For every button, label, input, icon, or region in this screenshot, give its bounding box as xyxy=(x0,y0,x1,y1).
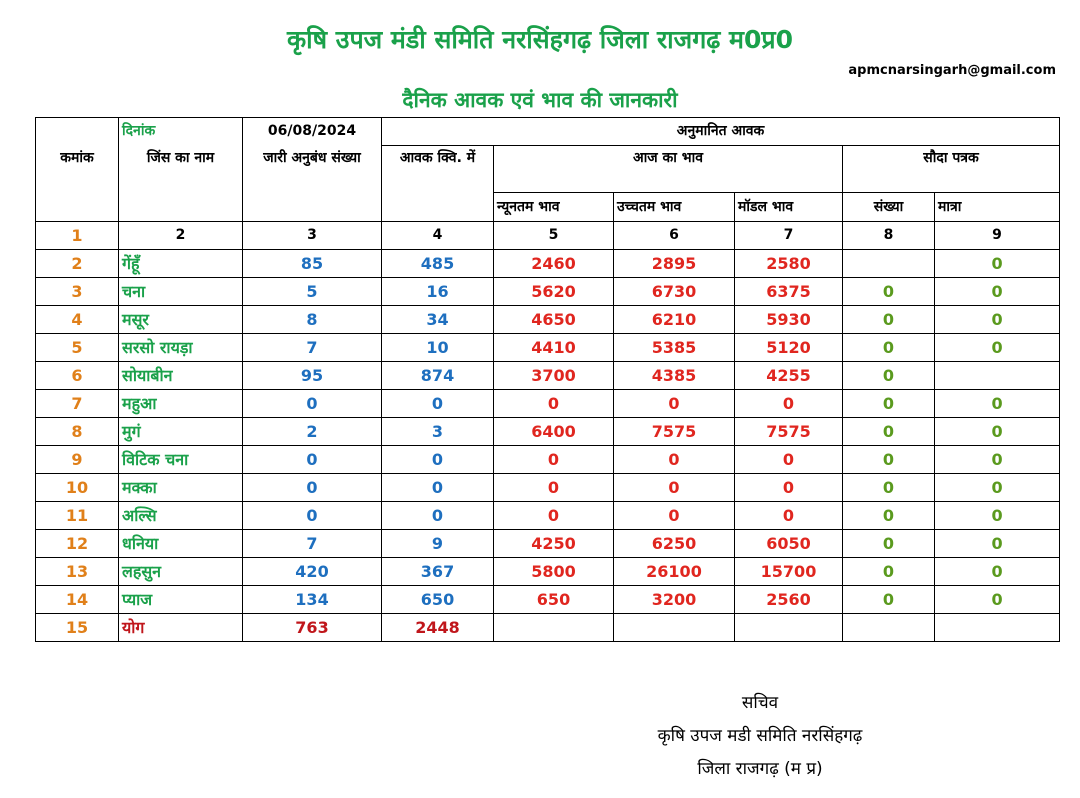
deal-qty-cell: 0 xyxy=(935,530,1060,558)
total-empty-cell xyxy=(614,614,735,642)
min-price-cell: 6400 xyxy=(494,418,614,446)
col-count-header: संख्या xyxy=(843,193,935,222)
deal-count-cell: 0 xyxy=(843,390,935,418)
arrival-cell: 9 xyxy=(382,530,494,558)
arrival-cell: 0 xyxy=(382,502,494,530)
commodity-cell: गेंहूँ xyxy=(119,250,243,278)
deal-count-cell: 0 xyxy=(843,530,935,558)
min-price-cell: 0 xyxy=(494,474,614,502)
agreements-cell: 7 xyxy=(243,530,382,558)
deal-count-cell: 0 xyxy=(843,446,935,474)
agreements-cell: 5 xyxy=(243,278,382,306)
deal-count-cell: 0 xyxy=(843,306,935,334)
deal-qty-cell xyxy=(935,362,1060,390)
modal-price-cell: 6050 xyxy=(735,530,843,558)
col-min-header: न्यूनतम भाव xyxy=(494,193,614,222)
deal-qty-cell: 0 xyxy=(935,474,1060,502)
min-price-cell: 4650 xyxy=(494,306,614,334)
page-subtitle: दैनिक आवक एवं भाव की जानकारी xyxy=(402,88,678,112)
serial-cell: 2 xyxy=(36,250,119,278)
table-row xyxy=(36,446,1060,474)
modal-price-cell: 5930 xyxy=(735,306,843,334)
serial-cell: 14 xyxy=(36,586,119,614)
index-cell: 6 xyxy=(614,222,735,250)
agreements-cell: 420 xyxy=(243,558,382,586)
header-row-columns xyxy=(36,146,1060,193)
index-cell: 4 xyxy=(382,222,494,250)
signature-organization: कृषि उपज मडी समिति नरसिंहगढ़ xyxy=(657,726,863,746)
modal-price-cell: 0 xyxy=(735,446,843,474)
serial-cell: 7 xyxy=(36,390,119,418)
commodity-cell: सरसो रायड़ा xyxy=(119,334,243,362)
deal-count-cell: 0 xyxy=(843,558,935,586)
serial-cell: 9 xyxy=(36,446,119,474)
min-price-cell: 0 xyxy=(494,502,614,530)
col-agreements-header: जारी अनुबंध संख्या xyxy=(243,146,382,222)
serial-cell: 10 xyxy=(36,474,119,502)
header-cell-empty xyxy=(36,118,119,146)
commodity-cell: मसूर xyxy=(119,306,243,334)
max-price-cell: 6250 xyxy=(614,530,735,558)
index-cell: 8 xyxy=(843,222,935,250)
signature-district: जिला राजगढ़ (म प्र) xyxy=(697,759,823,779)
min-price-cell: 4410 xyxy=(494,334,614,362)
signature-title: सचिव xyxy=(741,693,779,713)
modal-price-cell: 6375 xyxy=(735,278,843,306)
min-price-cell: 4250 xyxy=(494,530,614,558)
index-cell: 9 xyxy=(935,222,1060,250)
commodity-cell: लहसुन xyxy=(119,558,243,586)
commodity-cell: विटिक चना xyxy=(119,446,243,474)
arrival-cell: 367 xyxy=(382,558,494,586)
deal-qty-cell: 0 xyxy=(935,278,1060,306)
max-price-cell: 26100 xyxy=(614,558,735,586)
agreements-cell: 95 xyxy=(243,362,382,390)
date-value: 06/08/2024 xyxy=(243,118,382,146)
table-row xyxy=(36,362,1060,390)
commodity-cell: धनिया xyxy=(119,530,243,558)
serial-cell: 5 xyxy=(36,334,119,362)
serial-cell: 11 xyxy=(36,502,119,530)
serial-cell: 8 xyxy=(36,418,119,446)
min-price-cell: 5620 xyxy=(494,278,614,306)
max-price-cell: 7575 xyxy=(614,418,735,446)
col-commodity-header: जिंस का नाम xyxy=(119,146,243,222)
date-label: दिनांक xyxy=(119,118,243,146)
min-price-cell: 650 xyxy=(494,586,614,614)
estimated-arrival-header: अनुमानित आवक xyxy=(382,118,1060,146)
deal-count-cell: 0 xyxy=(843,278,935,306)
agreements-cell: 8 xyxy=(243,306,382,334)
modal-price-cell: 5120 xyxy=(735,334,843,362)
commodity-cell: चना xyxy=(119,278,243,306)
arrival-cell: 3 xyxy=(382,418,494,446)
min-price-cell: 2460 xyxy=(494,250,614,278)
modal-price-cell: 7575 xyxy=(735,418,843,446)
deal-count-cell: 0 xyxy=(843,502,935,530)
arrival-cell: 650 xyxy=(382,586,494,614)
commodity-cell: प्याज xyxy=(119,586,243,614)
modal-price-cell: 4255 xyxy=(735,362,843,390)
max-price-cell: 4385 xyxy=(614,362,735,390)
total-row xyxy=(36,614,1060,642)
total-empty-cell xyxy=(843,614,935,642)
min-price-cell: 3700 xyxy=(494,362,614,390)
max-price-cell: 3200 xyxy=(614,586,735,614)
commodity-cell: महुआ xyxy=(119,390,243,418)
serial-cell: 12 xyxy=(36,530,119,558)
arrival-cell: 0 xyxy=(382,390,494,418)
table-row xyxy=(36,418,1060,446)
max-price-cell: 0 xyxy=(614,390,735,418)
agreements-cell: 0 xyxy=(243,474,382,502)
max-price-cell: 0 xyxy=(614,446,735,474)
deal-count-cell: 0 xyxy=(843,334,935,362)
col-modal-header: मॉडल भाव xyxy=(735,193,843,222)
max-price-cell: 6730 xyxy=(614,278,735,306)
deal-qty-cell: 0 xyxy=(935,390,1060,418)
table-row xyxy=(36,390,1060,418)
index-row xyxy=(36,222,1060,250)
index-cell: 3 xyxy=(243,222,382,250)
max-price-cell: 0 xyxy=(614,474,735,502)
max-price-cell: 5385 xyxy=(614,334,735,362)
total-empty-cell xyxy=(935,614,1060,642)
modal-price-cell: 0 xyxy=(735,390,843,418)
agreements-cell: 0 xyxy=(243,446,382,474)
deal-qty-cell: 0 xyxy=(935,334,1060,362)
index-cell: 2 xyxy=(119,222,243,250)
arrival-cell: 0 xyxy=(382,446,494,474)
index-cell: 1 xyxy=(36,222,119,250)
page-title: कृषि उपज मंडी समिति नरसिंहगढ़ जिला राजगढ़ म0प्र0 xyxy=(286,25,794,54)
deal-count-cell: 0 xyxy=(843,362,935,390)
arrival-cell: 10 xyxy=(382,334,494,362)
table-row xyxy=(36,334,1060,362)
table-row xyxy=(36,474,1060,502)
col-max-header: उच्चतम भाव xyxy=(614,193,735,222)
table-row xyxy=(36,306,1060,334)
deal-qty-cell: 0 xyxy=(935,418,1060,446)
header-row-date xyxy=(36,118,1060,146)
commodity-cell: अल्सि xyxy=(119,502,243,530)
deal-qty-cell: 0 xyxy=(935,306,1060,334)
col-today-price-header: आज का भाव xyxy=(494,146,843,193)
min-price-cell: 5800 xyxy=(494,558,614,586)
commodity-cell: मुगं xyxy=(119,418,243,446)
modal-price-cell: 2580 xyxy=(735,250,843,278)
deal-count-cell: 0 xyxy=(843,474,935,502)
commodity-cell: मक्का xyxy=(119,474,243,502)
agreements-cell: 2 xyxy=(243,418,382,446)
min-price-cell: 0 xyxy=(494,446,614,474)
modal-price-cell: 0 xyxy=(735,474,843,502)
arrival-cell: 485 xyxy=(382,250,494,278)
table-row xyxy=(36,558,1060,586)
arrival-price-table xyxy=(35,117,1060,642)
deal-qty-cell: 0 xyxy=(935,250,1060,278)
modal-price-cell: 15700 xyxy=(735,558,843,586)
table-row xyxy=(36,278,1060,306)
serial-cell: 4 xyxy=(36,306,119,334)
col-arrival-header: आवक क्वि. में xyxy=(382,146,494,222)
agreements-cell: 0 xyxy=(243,502,382,530)
table-row xyxy=(36,502,1060,530)
agreements-cell: 85 xyxy=(243,250,382,278)
max-price-cell: 6210 xyxy=(614,306,735,334)
arrival-cell: 0 xyxy=(382,474,494,502)
deal-count-cell xyxy=(843,250,935,278)
col-serial-header: कमांक xyxy=(36,146,119,222)
serial-cell: 6 xyxy=(36,362,119,390)
serial-cell: 3 xyxy=(36,278,119,306)
total-agreements-cell: 763 xyxy=(243,614,382,642)
modal-price-cell: 2560 xyxy=(735,586,843,614)
deal-count-cell: 0 xyxy=(843,418,935,446)
index-cell: 5 xyxy=(494,222,614,250)
table-row xyxy=(36,586,1060,614)
total-empty-cell xyxy=(735,614,843,642)
agreements-cell: 134 xyxy=(243,586,382,614)
total-label-cell: योग xyxy=(119,614,243,642)
agreements-cell: 0 xyxy=(243,390,382,418)
deal-qty-cell: 0 xyxy=(935,586,1060,614)
arrival-cell: 16 xyxy=(382,278,494,306)
deal-qty-cell: 0 xyxy=(935,558,1060,586)
index-cell: 7 xyxy=(735,222,843,250)
modal-price-cell: 0 xyxy=(735,502,843,530)
arrival-cell: 874 xyxy=(382,362,494,390)
deal-qty-cell: 0 xyxy=(935,446,1060,474)
total-empty-cell xyxy=(494,614,614,642)
serial-cell: 13 xyxy=(36,558,119,586)
table-row xyxy=(36,250,1060,278)
commodity-cell: सोयाबीन xyxy=(119,362,243,390)
col-qty-header: मात्रा xyxy=(935,193,1060,222)
max-price-cell: 0 xyxy=(614,502,735,530)
deal-qty-cell: 0 xyxy=(935,502,1060,530)
agreements-cell: 7 xyxy=(243,334,382,362)
max-price-cell: 2895 xyxy=(614,250,735,278)
total-serial-cell: 15 xyxy=(36,614,119,642)
table-row xyxy=(36,530,1060,558)
total-arrival-cell: 2448 xyxy=(382,614,494,642)
arrival-cell: 34 xyxy=(382,306,494,334)
min-price-cell: 0 xyxy=(494,390,614,418)
col-deal-header: सौदा पत्रक xyxy=(843,146,1060,193)
deal-count-cell: 0 xyxy=(843,586,935,614)
email-address: apmcnarsingarh@gmail.com xyxy=(848,63,1056,78)
